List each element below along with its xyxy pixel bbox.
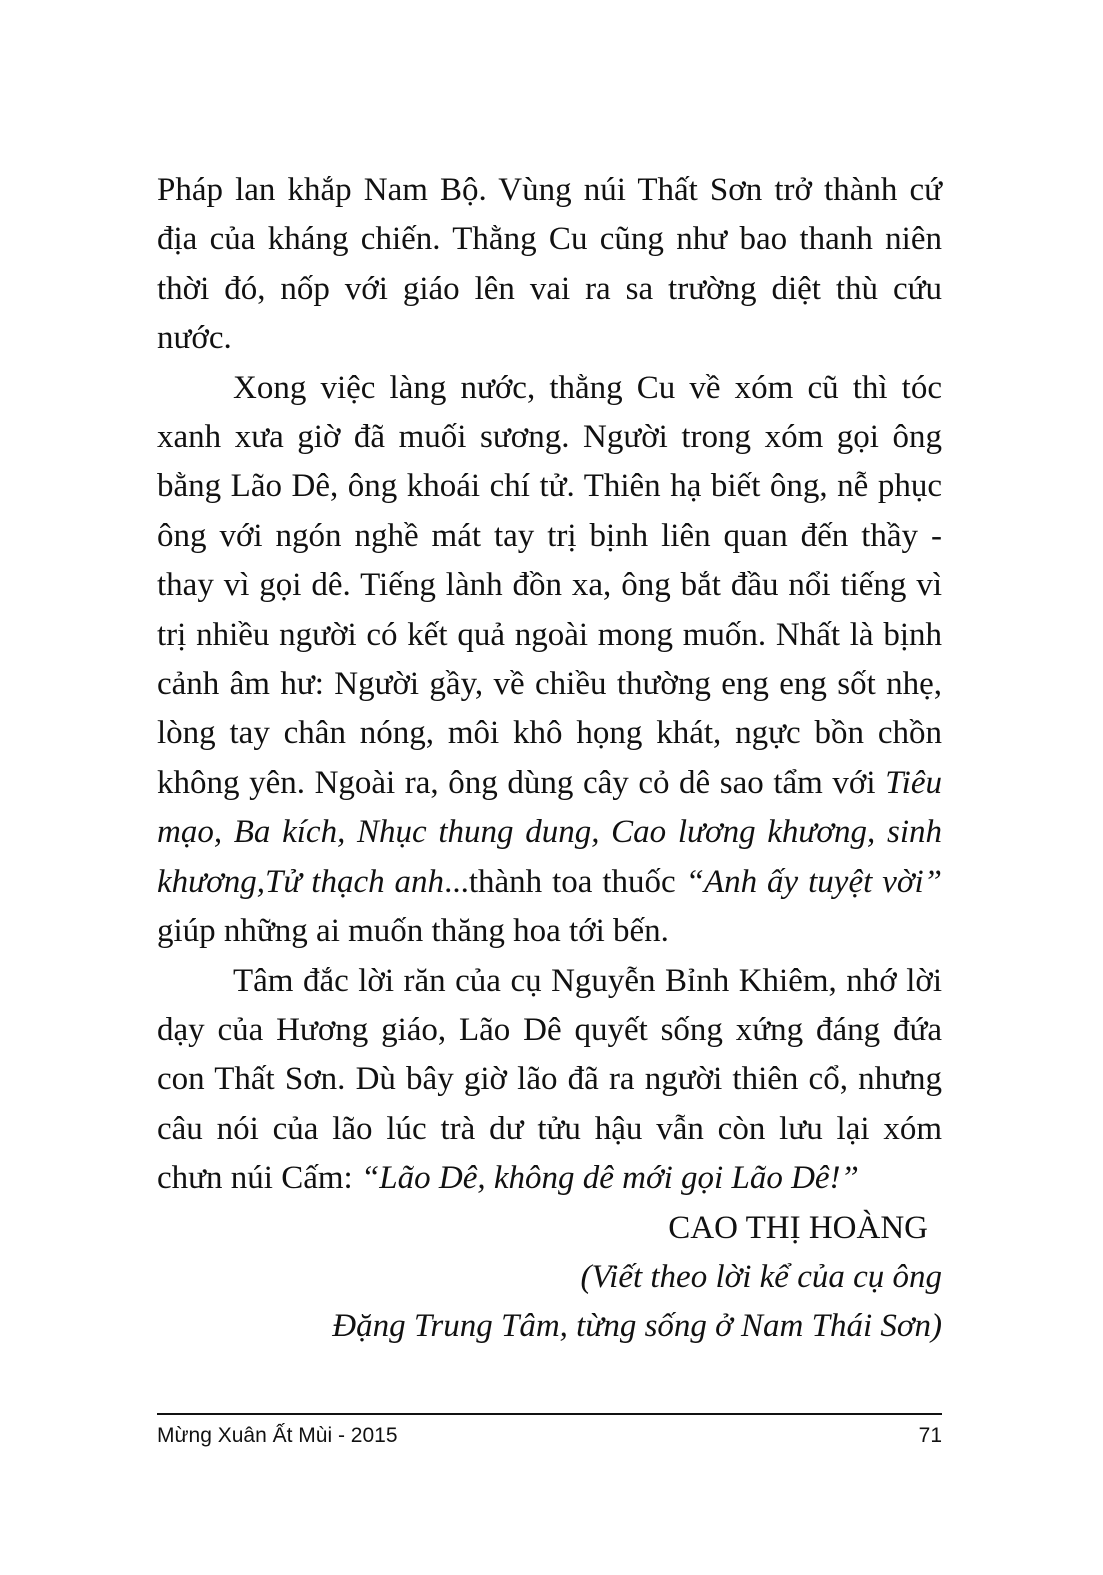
paragraph-2-text-a: Xong việc làng nước, thằng Cu về xóm cũ thì tóc xanh xưa giờ đã muối sương. Người trong xóm gọi ông bằng Lão Dê, ông khoái chí tử. Thiên hạ biết ông, nễ phục ông với ngón nghề mát tay trị bịnh liên quan đến thầy - thay vì gọi dê. Tiếng lành đồn xa, ông bắt đầu nổi tiếng vì trị nhiều người có kết quả ngoài mong muốn. Nhất là bịnh cảnh âm hư: Người gầy, về chiều thường eng eng sốt nhẹ, lòng tay chân nóng, môi khô họng khát, ngực bồn chồn không yên. Ngoài ra, ông dùng cây cỏ dê sao tẩm với (157, 369, 942, 801)
author-signature: CAO THỊ HOÀNG (668, 1209, 928, 1246)
paragraph-3-text: Tâm đắc lời răn của cụ Nguyễn Bỉnh Khiêm, nhớ lời dạy của Hương giáo, Lão Dê quyết sống xứng đáng đứa con Thất Sơn. Dù bây giờ lão đã ra người thiên cổ, nhưng câu nói của lão lúc trà dư tửu hậu vẫn còn lưu lại xóm chưn núi Cấm: (157, 962, 942, 1197)
remedy-name-quote: “Anh ấy tuyệt vời” (685, 863, 942, 900)
source-note-line-2: Đặng Trung Tâm, từng sống ở Nam Thái Sơn) (332, 1308, 942, 1345)
paragraph-3 (157, 957, 942, 1204)
source-note-line-1: (Viết theo lời kể của cụ ông (580, 1258, 942, 1295)
herb-list: Tiêu mạo, Ba kích, Nhục thung dung, Cao lương khương, sinh khương,Tử thạch anh (157, 764, 942, 900)
footer-publication-title: Mừng Xuân Ất Mùi - 2015 (157, 1424, 398, 1447)
article-body (157, 166, 942, 1352)
paragraph-2 (157, 364, 942, 957)
paragraph-2-text-b: ...thành toa thuốc (444, 863, 686, 900)
closing-quote: “Lão Dê, không dê mới gọi Lão Dê!” (360, 1160, 859, 1197)
page-number: 71 (918, 1424, 942, 1447)
footer-divider (157, 1413, 942, 1415)
paragraph-2-text-c: giúp những ai muốn thăng hoa tới bến. (157, 913, 669, 950)
paragraph-1: Pháp lan khắp Nam Bộ. Vùng núi Thất Sơn trở thành cứ địa của kháng chiến. Thằng Cu cũng như bao thanh niên thời đó, nốp với giáo lên vai ra sa trường diệt thù cứu nước. (157, 172, 942, 357)
